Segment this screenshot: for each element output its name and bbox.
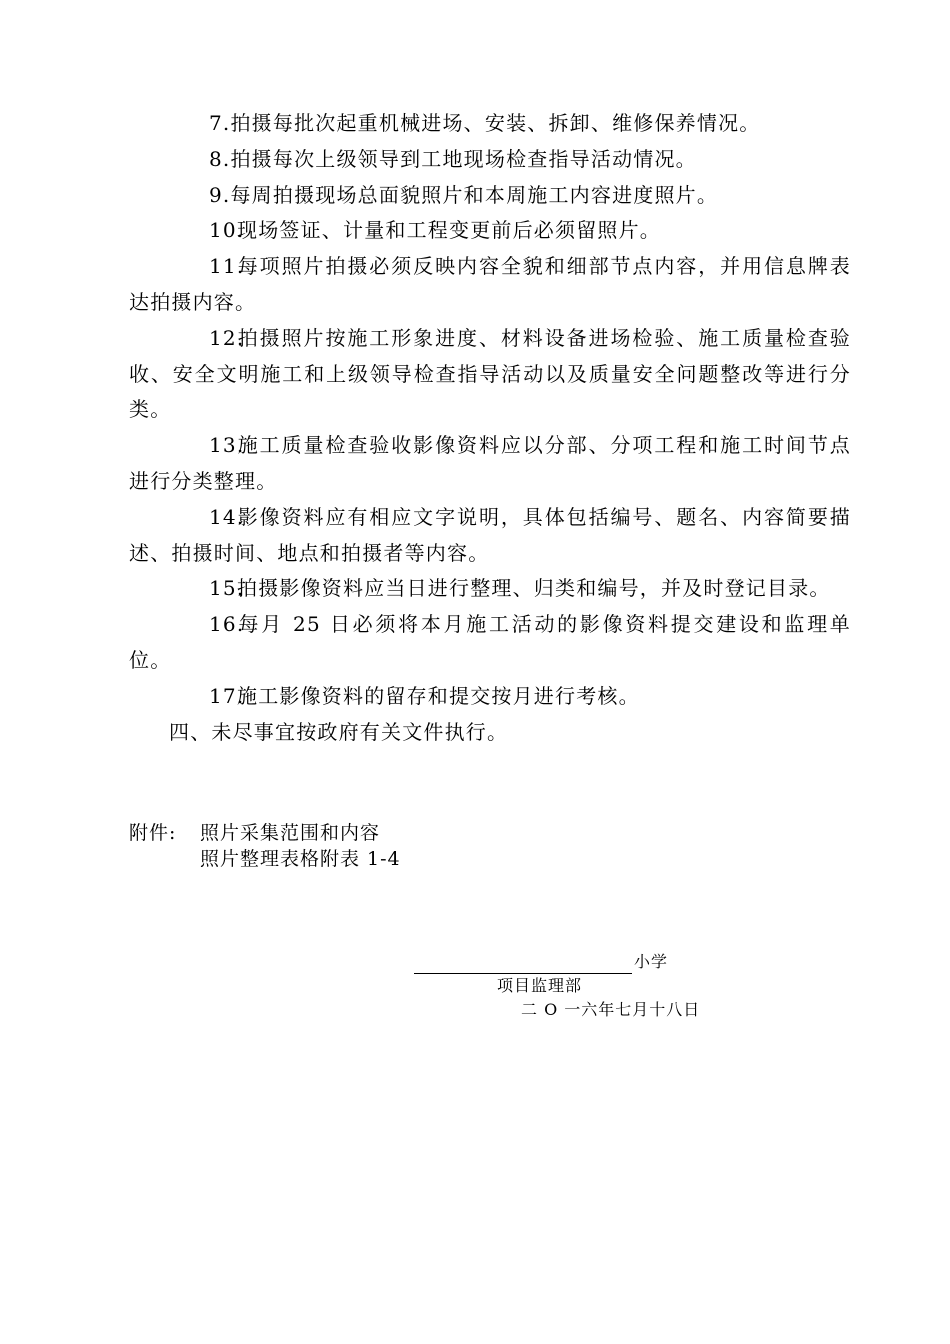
signature-school-line — [414, 950, 734, 974]
paragraph-item-9 — [129, 178, 851, 214]
item-text: 现场签证、计量和工程变更前后必须留照片。 — [237, 218, 661, 243]
attachment-item: 照片整理表格附表 1-4 — [200, 848, 401, 870]
attachments-label-spacer — [129, 846, 200, 872]
item-number: 12. — [209, 325, 245, 350]
item-number: 8. — [209, 146, 231, 171]
paragraph-item-12 — [129, 321, 851, 428]
item-text: 每项照片拍摄必须反映内容全貌和细部节点内容，并用信息牌表达拍摄内容。 — [129, 254, 851, 314]
attachments-block — [129, 820, 401, 872]
item-text: 拍摄每次上级领导到工地现场检查指导活动情况。 — [230, 146, 697, 171]
paragraph-section-4 — [129, 715, 851, 751]
school-suffix: 小学 — [634, 952, 669, 971]
paragraph-item-15 — [129, 571, 851, 607]
signature-block — [414, 950, 734, 1022]
attachment-row — [129, 820, 401, 846]
paragraph-item-14 — [129, 500, 851, 572]
school-name-blank — [414, 954, 632, 974]
item-text: 施工质量检查验收影像资料应以分部、分项工程和施工时间节点进行分类整理。 — [129, 433, 851, 493]
paragraph-item-11 — [129, 249, 851, 321]
item-number: 14. — [209, 504, 245, 529]
item-number: 17. — [209, 683, 245, 708]
signature-date: 二 O 一六年七月十八日 — [521, 1000, 701, 1019]
attachment-row — [129, 846, 401, 872]
item-number: 13. — [209, 433, 245, 458]
paragraph-item-13 — [129, 428, 851, 500]
signature-department: 项目监理部 — [497, 976, 583, 995]
item-number: 11. — [209, 254, 245, 279]
paragraph-item-7 — [129, 106, 851, 142]
item-text: 四、未尽事宜按政府有关文件执行。 — [169, 719, 509, 744]
item-number: 9. — [209, 182, 231, 207]
item-text: 施工影像资料的留存和提交按月进行考核。 — [237, 683, 640, 708]
item-number: 10. — [209, 218, 245, 243]
item-text: 每周拍摄现场总面貌照片和本周施工内容进度照片。 — [230, 182, 719, 207]
item-text: 每月 25 日必须将本月施工活动的影像资料提交建设和监理单位。 — [129, 612, 851, 672]
item-text: 拍摄影像资料应当日进行整理、归类和编号，并及时登记目录。 — [237, 576, 831, 601]
paragraph-item-8 — [129, 142, 851, 178]
document-body — [129, 106, 851, 750]
attachment-item: 照片采集范围和内容 — [200, 822, 381, 844]
item-number: 15. — [209, 576, 245, 601]
item-text: 拍摄每批次起重机械进场、安装、拆卸、维修保养情况。 — [230, 111, 761, 135]
item-text: 拍摄照片按施工形象进度、材料设备进场检验、施工质量检查验收、安全文明施工和上级领导检查指导活动以及质量安全问题整改等进行分类。 — [129, 325, 851, 422]
paragraph-item-17 — [129, 679, 851, 715]
attachments-label: 附件: — [129, 822, 177, 844]
item-number: 16. — [209, 612, 245, 637]
paragraph-item-16 — [129, 607, 851, 679]
item-number: 7. — [209, 111, 231, 135]
item-text: 影像资料应有相应文字说明，具体包括编号、题名、内容简要描述、拍摄时间、地点和拍摄者等内容。 — [129, 504, 851, 565]
paragraph-item-10 — [129, 213, 851, 249]
